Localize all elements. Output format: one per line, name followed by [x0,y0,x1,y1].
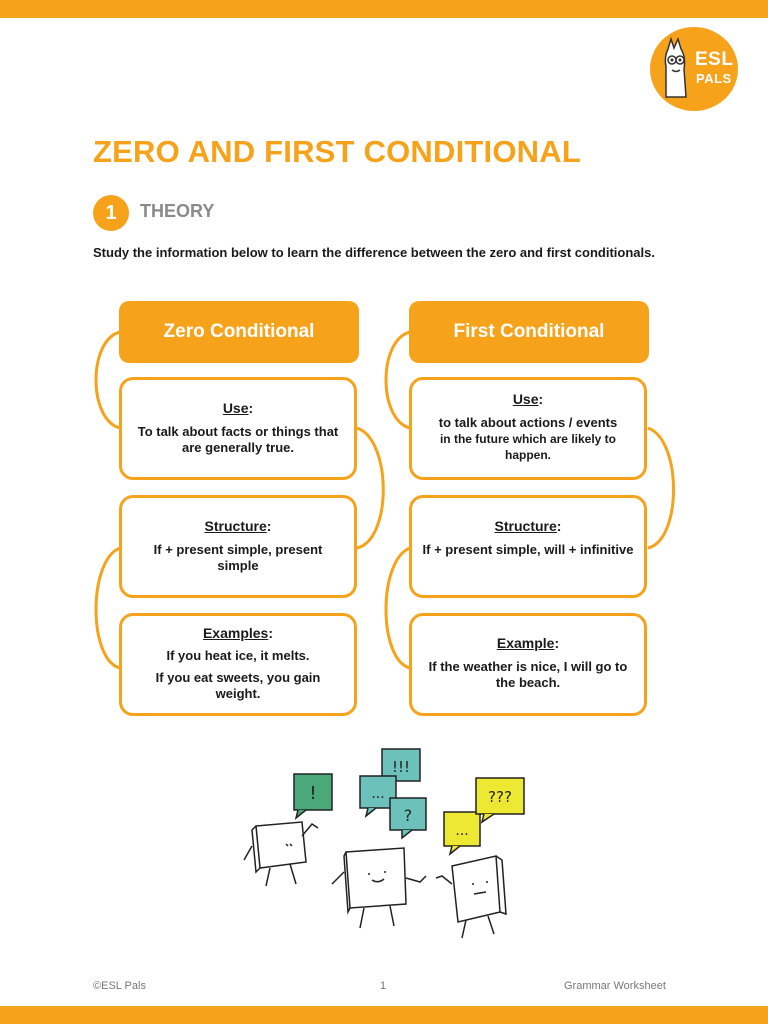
bubble-text-3: ... [371,786,385,802]
first-example-label: Example [496,635,555,651]
bubble-text-5: ... [455,823,469,839]
zero-example-1: If you heat ice, it melts. [166,648,310,663]
character-middle [332,848,426,928]
character-right [436,856,506,938]
zero-example-2: If you eat sweets, you gain weight. [155,670,321,701]
page-title: ZERO AND FIRST CONDITIONAL [93,134,581,169]
first-use-text-2: in the future which are likely to happen. [439,432,617,462]
zero-conditional-header [119,301,359,363]
first-conditional-header [409,301,649,363]
section-number-badge: 1 [93,195,129,231]
bubble-text-4: ? [403,806,413,825]
zero-structure-label: Structure [204,518,267,534]
first-conditional-title: First Conditional [453,321,605,342]
zero-use-label: Use [222,400,249,416]
zero-use-card: Use: To talk about facts or things that are generally true. [119,377,357,480]
speech-bubble-teal-bottom [390,798,426,838]
speech-bubble-yellow-right [476,778,524,822]
zero-structure-card: Structure: If + present simple, present simple [119,495,357,598]
first-use-label: Use [512,391,539,407]
first-example-1: If the weather is nice, I will go to the beach. [428,659,628,690]
bottom-accent-bar [0,1006,768,1024]
character-left [244,822,318,886]
first-structure-label: Structure [494,518,557,534]
zero-conditional-title: Zero Conditional [163,321,315,342]
zero-structure-text: If + present simple, present simple [153,542,323,573]
footer-worksheet-type: Grammar Worksheet [564,980,666,992]
bubble-text-2: !!! [391,758,411,776]
bubble-text-6: ??? [488,788,512,806]
logo-text-esl: ESL [695,49,734,70]
first-use-text-1: to talk about actions / events [438,415,618,430]
first-structure-card: Structure: If + present simple, will + infinitive [409,495,647,598]
speech-bubble-yellow-left [444,812,480,854]
first-example-card: Example: If the weather is nice, I will go to the beach. [409,613,647,716]
bubble-text-1: ! [309,783,317,804]
logo-text-pals: PALS [696,71,732,86]
zero-examples-card: Examples: If you heat ice, it melts. If you eat sweets, you gain weight. [119,613,357,716]
first-use-card: Use: to talk about actions / events in the future which are likely to happen. [409,377,647,480]
footer-page-number: 1 [380,980,387,992]
chatting-characters-illustration [236,744,536,944]
speech-bubble-green [294,774,332,818]
intro-text: Study the information below to learn the difference between the zero and first conditionals. [93,245,655,260]
zero-examples-label: Examples [202,625,269,641]
first-structure-text: If + present simple, will + infinitive [422,542,634,557]
zero-use-text: To talk about facts or things that are generally true. [137,424,339,455]
footer-copyright: ©ESL Pals [93,980,146,992]
section-title: THEORY [140,201,215,221]
